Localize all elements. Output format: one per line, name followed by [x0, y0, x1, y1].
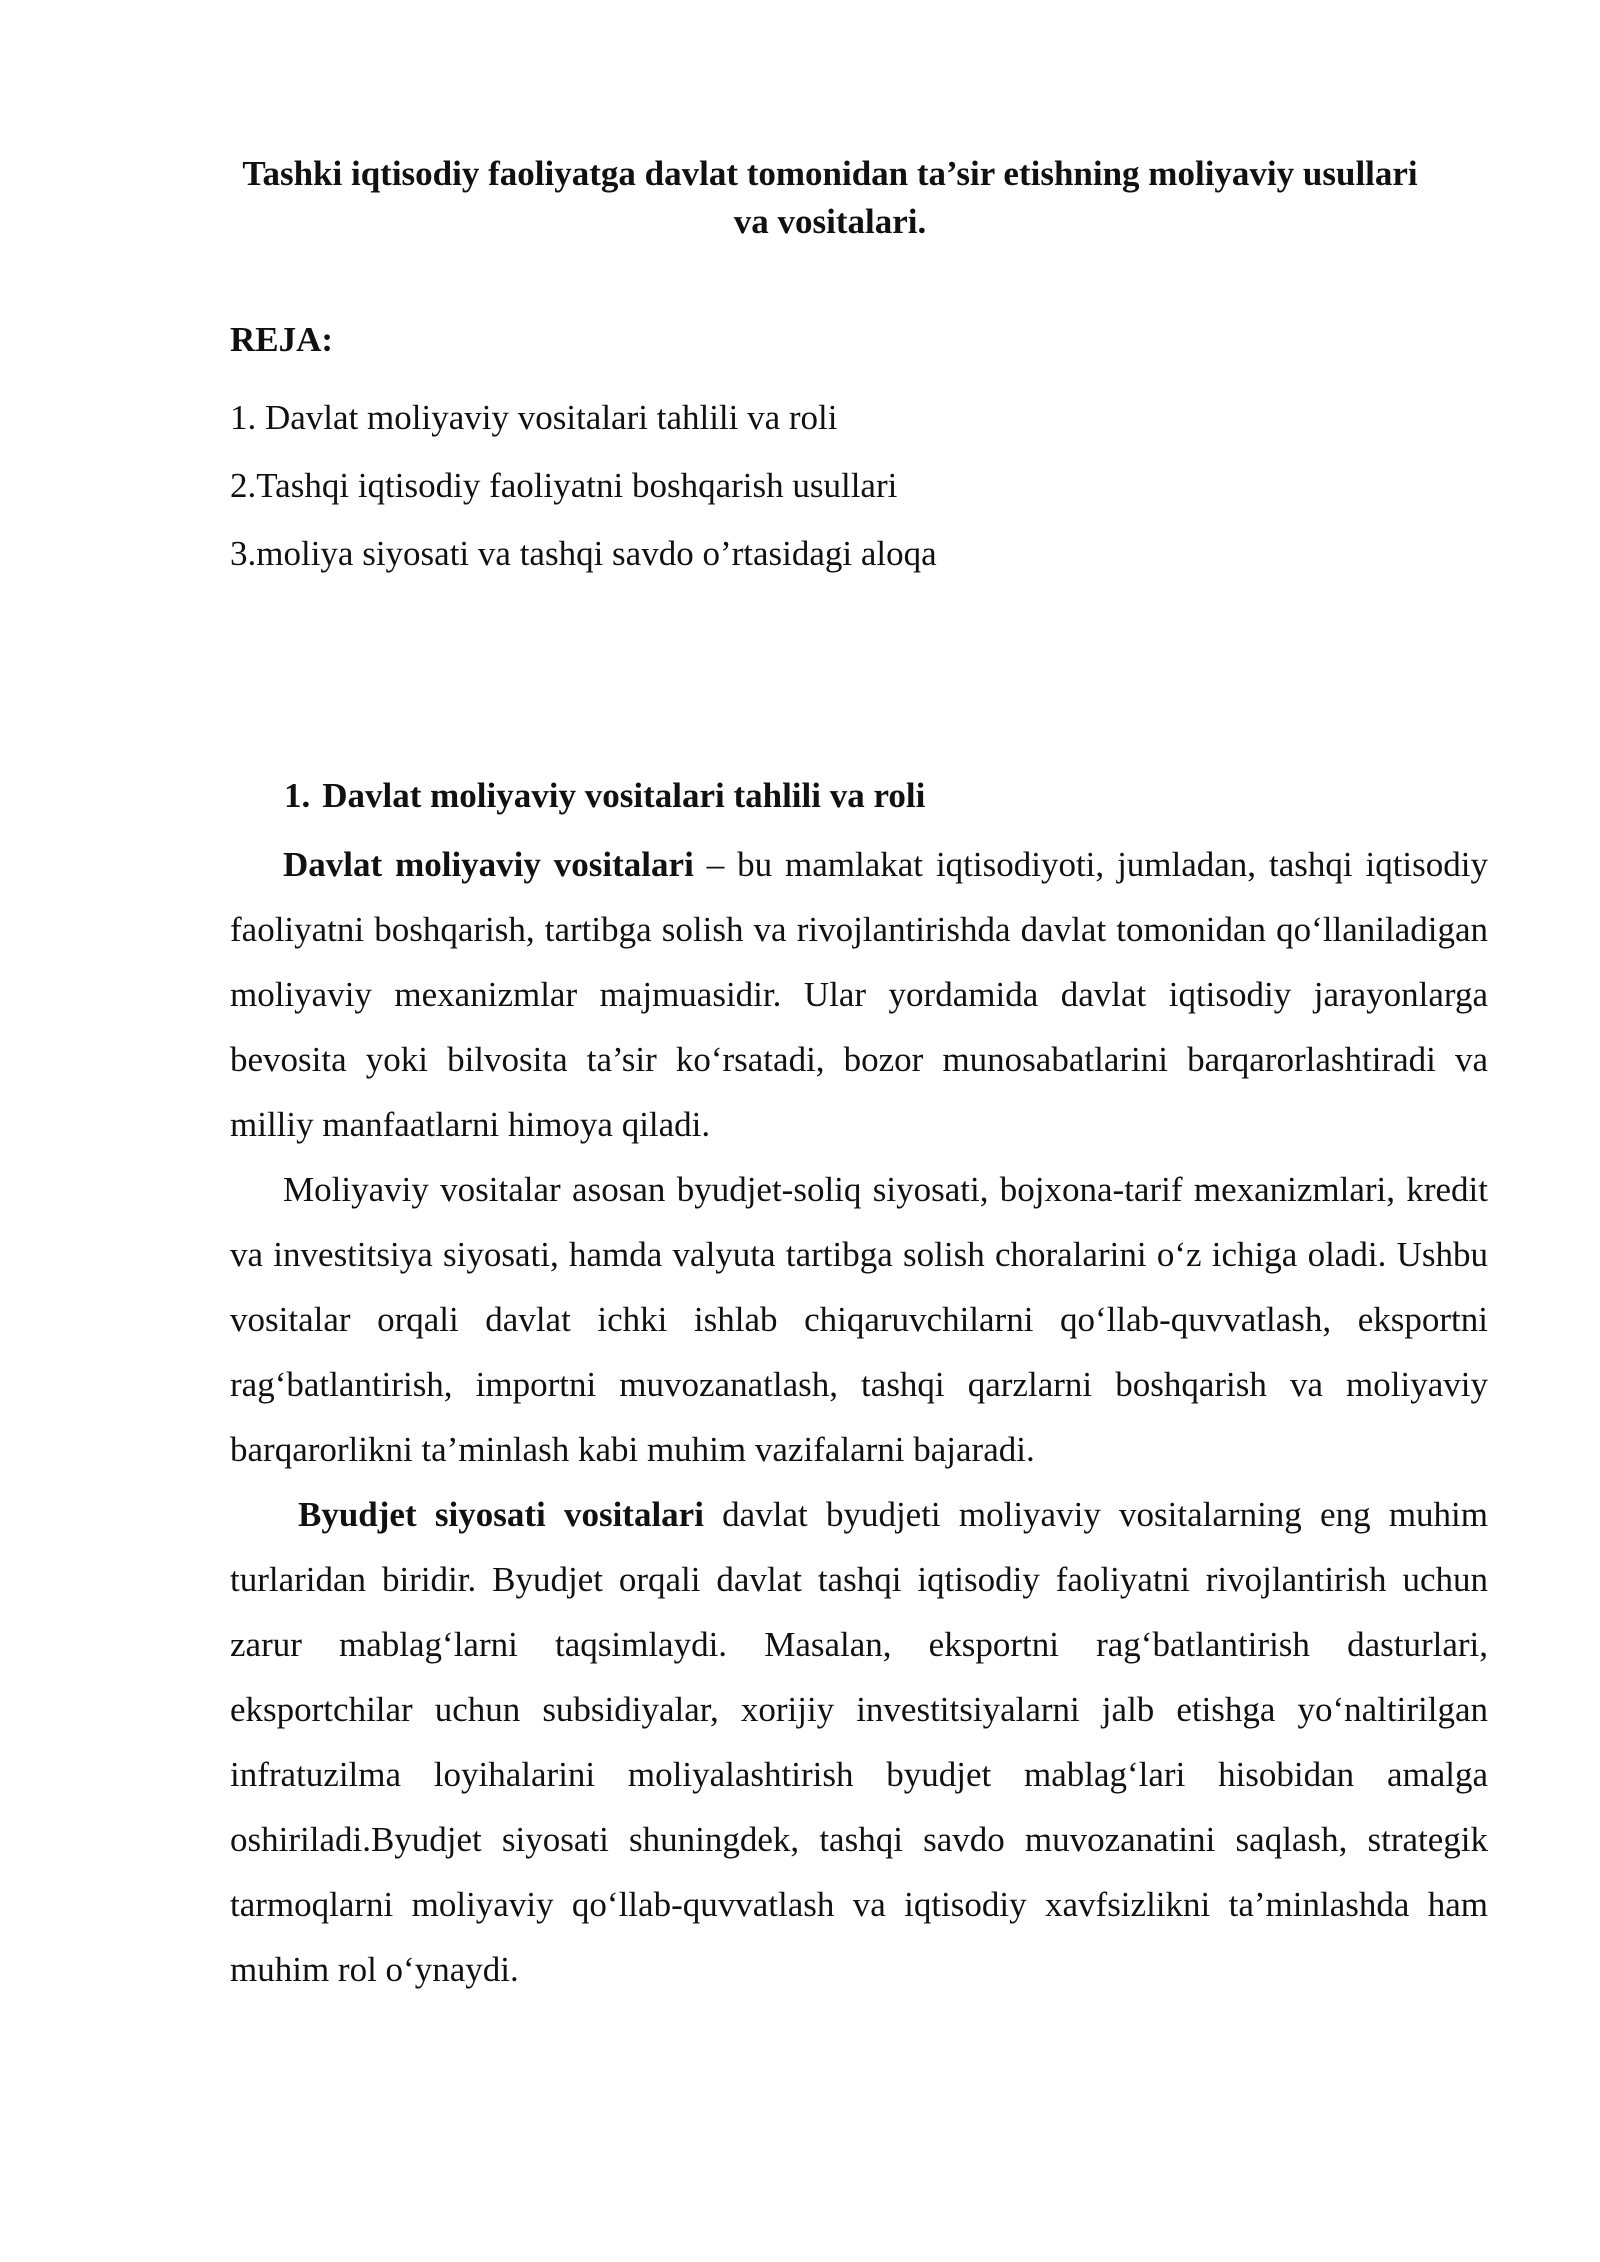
paragraph-text: Moliyaviy vositalar asosan byudjet-soliq siyosati, bojxona-tarif mexanizmlari, kredit va investitsiya siyosati, hamda valyuta tartibga solish choralarini o‘z ichiga oladi. Ushbu vositalar orqali davlat ichki ishlab chiqaruvchilarni qo‘llab-quvvatlash, eksportni rag‘batlantirish, importni muvozanatlash, tashqi qarzlarni boshqarish va moliyaviy barqarorlikni ta’minlash kabi muhim vazifalarni bajaradi.: [230, 1170, 1488, 1469]
plan-label: REJA:: [230, 320, 334, 359]
section-number: 1.: [284, 776, 311, 815]
paragraph: [230, 1157, 1488, 1482]
paragraph-text: – bu mamlakat iqtisodiyoti, jumladan, tashqi iqtisodiy faoliyatni boshqarish, tartibga solish va rivojlantirishda davlat tomonidan qo‘llaniladigan moliyaviy mexanizmlar majmuasidir. Ular yordamida davlat iqtisodiy jarayonlarga bevosita yoki bilvosita ta’sir ko‘rsatadi, bozor munosabatlarini barqarorlashtiradi va milliy manfaatlarni himoya qiladi.: [230, 845, 1489, 1144]
paragraph: [230, 1482, 1488, 2002]
section-heading-text: Davlat moliyaviy vositalari tahlili va roli: [322, 776, 926, 815]
paragraph-lead-term: Byudjet siyosati vositalari: [298, 1495, 704, 1534]
paragraph-text: davlat byudjeti moliyaviy vositalarning eng muhim turlaridan biridir. Byudjet orqali davlat tashqi iqtisodiy faoliyatni rivojlantirish uchun zarur mablag‘larni taqsimlaydi. Masalan, eksportni rag‘batlantirish dasturlari, eksportchilar uchun subsidiyalar, xorijiy investitsiyalarni jalb etishga yo‘naltirilgan infratuzilma loyihalarini moliyalashtirish byudjet mablag‘lari hisobidan amalga oshiriladi.Byudjet siyosati shuningdek, tashqi savdo muvozanatini saqlash, strategik tarmoqlarni moliyaviy qo‘llab-quvvatlash va iqtisodiy xavfsizlikni ta’minlashda ham muhim rol o‘ynaydi.: [230, 1495, 1488, 1989]
section-heading: [284, 774, 925, 818]
paragraph-lead-term: Davlat moliyaviy vositalari: [283, 845, 694, 884]
plan-item: 1. Davlat moliyaviy vositalari tahlili va roli: [230, 398, 838, 437]
document-title: Tashki iqtisodiy faoliyatga davlat tomonidan ta’sir etishning moliyaviy usullari va vositalari.: [242, 154, 1418, 241]
plan-item: 2.Tashqi iqtisodiy faoliyatni boshqarish usullari: [230, 466, 898, 505]
section-body: [230, 832, 1488, 2002]
plan-item: 3.moliya siyosati va tashqi savdo o’rtasidagi aloqa: [230, 534, 937, 573]
plan-list: [230, 384, 937, 588]
paragraph: [230, 832, 1488, 1157]
